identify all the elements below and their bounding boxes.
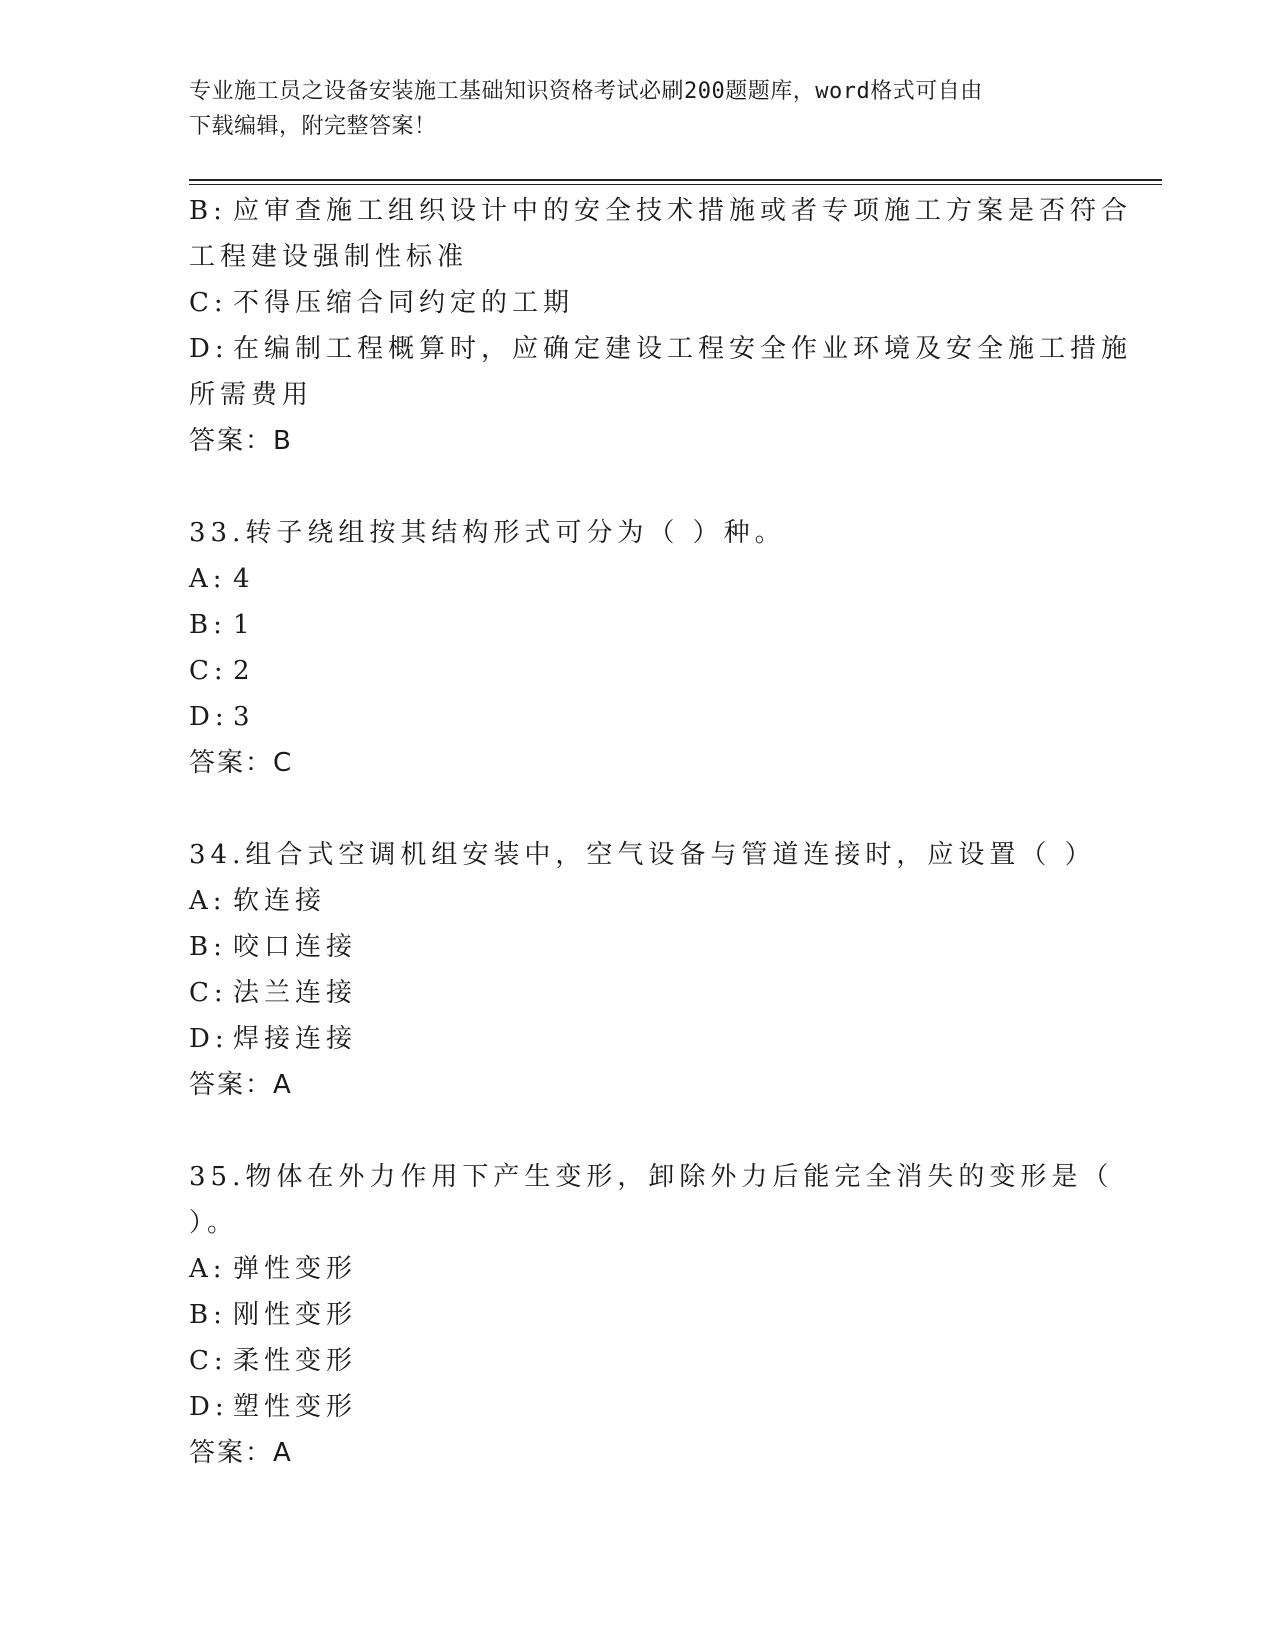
option-d	[189, 694, 1089, 740]
option-letter: A:	[189, 1254, 227, 1284]
option-text: 刚性变形	[233, 1300, 358, 1330]
answer-line: 答案：A	[189, 1438, 293, 1468]
option-letter: A:	[189, 564, 227, 594]
option-letter: C:	[189, 288, 228, 318]
option-c	[189, 970, 1089, 1016]
question-stem: 34.组合式空调机组安装中，空气设备与管道连接时，应设置（ ）	[189, 840, 1096, 870]
question-35	[189, 1154, 1114, 1476]
option-letter: C:	[189, 1346, 228, 1376]
option-c	[189, 280, 1089, 326]
spacer	[189, 1108, 1089, 1154]
option-letter: D:	[189, 702, 229, 732]
option-d	[189, 1384, 1089, 1430]
option-b	[189, 602, 1089, 648]
option-b	[189, 924, 1089, 970]
option-d-line-2: 所需费用	[189, 380, 314, 410]
option-letter: B:	[189, 196, 227, 226]
option-text: 4	[233, 564, 255, 594]
option-d	[189, 1016, 1089, 1062]
option-b-line-2: 工程建设强制性标准	[189, 242, 469, 272]
option-text: 弹性变形	[233, 1254, 358, 1284]
option-letter: D:	[189, 1024, 229, 1054]
spacer	[189, 786, 1089, 832]
header-rule-thin	[189, 184, 1162, 185]
option-letter: C:	[189, 978, 228, 1008]
option-text: 3	[233, 702, 255, 732]
spacer	[189, 464, 1089, 510]
option-a	[189, 556, 1089, 602]
question-content	[189, 188, 1133, 1476]
option-d-line-1	[189, 326, 1133, 372]
option-letter: D:	[189, 1392, 229, 1422]
option-letter: B:	[189, 932, 227, 962]
option-text: 咬口连接	[233, 932, 358, 962]
question-stem-line-2: ）。	[189, 1208, 239, 1238]
question-33	[189, 510, 1089, 786]
option-text: 在编制工程概算时，应确定建设工程安全作业环境及安全施工措施	[233, 334, 1133, 364]
option-letter: B:	[189, 1300, 227, 1330]
option-letter: A:	[189, 886, 227, 916]
option-c	[189, 648, 1089, 694]
header-line-1: 专业施工员之设备安装施工基础知识资格考试必刷200题题库，word格式可自由	[189, 79, 983, 104]
header-line-2: 下载编辑，附完整答案！	[189, 114, 437, 139]
option-text: 塑性变形	[233, 1392, 358, 1422]
option-text: 1	[233, 610, 255, 640]
question-stem: 33.转子绕组按其结构形式可分为（ ）种。	[189, 518, 786, 548]
document-header	[189, 74, 1079, 144]
option-text: 2	[233, 656, 255, 686]
option-c	[189, 1338, 1089, 1384]
option-b-line-1	[189, 188, 1133, 234]
option-letter: D:	[189, 334, 229, 364]
option-letter: B:	[189, 610, 227, 640]
option-text: 不得压缩合同约定的工期	[233, 288, 575, 318]
option-letter: C:	[189, 656, 228, 686]
question-stem-line-1: 35.物体在外力作用下产生变形，卸除外力后能完全消失的变形是（	[189, 1162, 1114, 1192]
option-text: 应审查施工组织设计中的安全技术措施或者专项施工方案是否符合	[233, 196, 1133, 226]
option-text: 柔性变形	[233, 1346, 358, 1376]
question-34	[189, 832, 1096, 1108]
answer-line: 答案：A	[189, 1070, 293, 1100]
option-a	[189, 1246, 1089, 1292]
answer-line: 答案：B	[189, 426, 293, 456]
header-rule-thick	[189, 179, 1162, 181]
option-text: 焊接连接	[233, 1024, 358, 1054]
option-text: 软连接	[233, 886, 327, 916]
option-a	[189, 878, 1089, 924]
option-b	[189, 1292, 1089, 1338]
answer-line: 答案：C	[189, 748, 294, 778]
option-text: 法兰连接	[233, 978, 358, 1008]
prev-question	[189, 188, 1133, 464]
